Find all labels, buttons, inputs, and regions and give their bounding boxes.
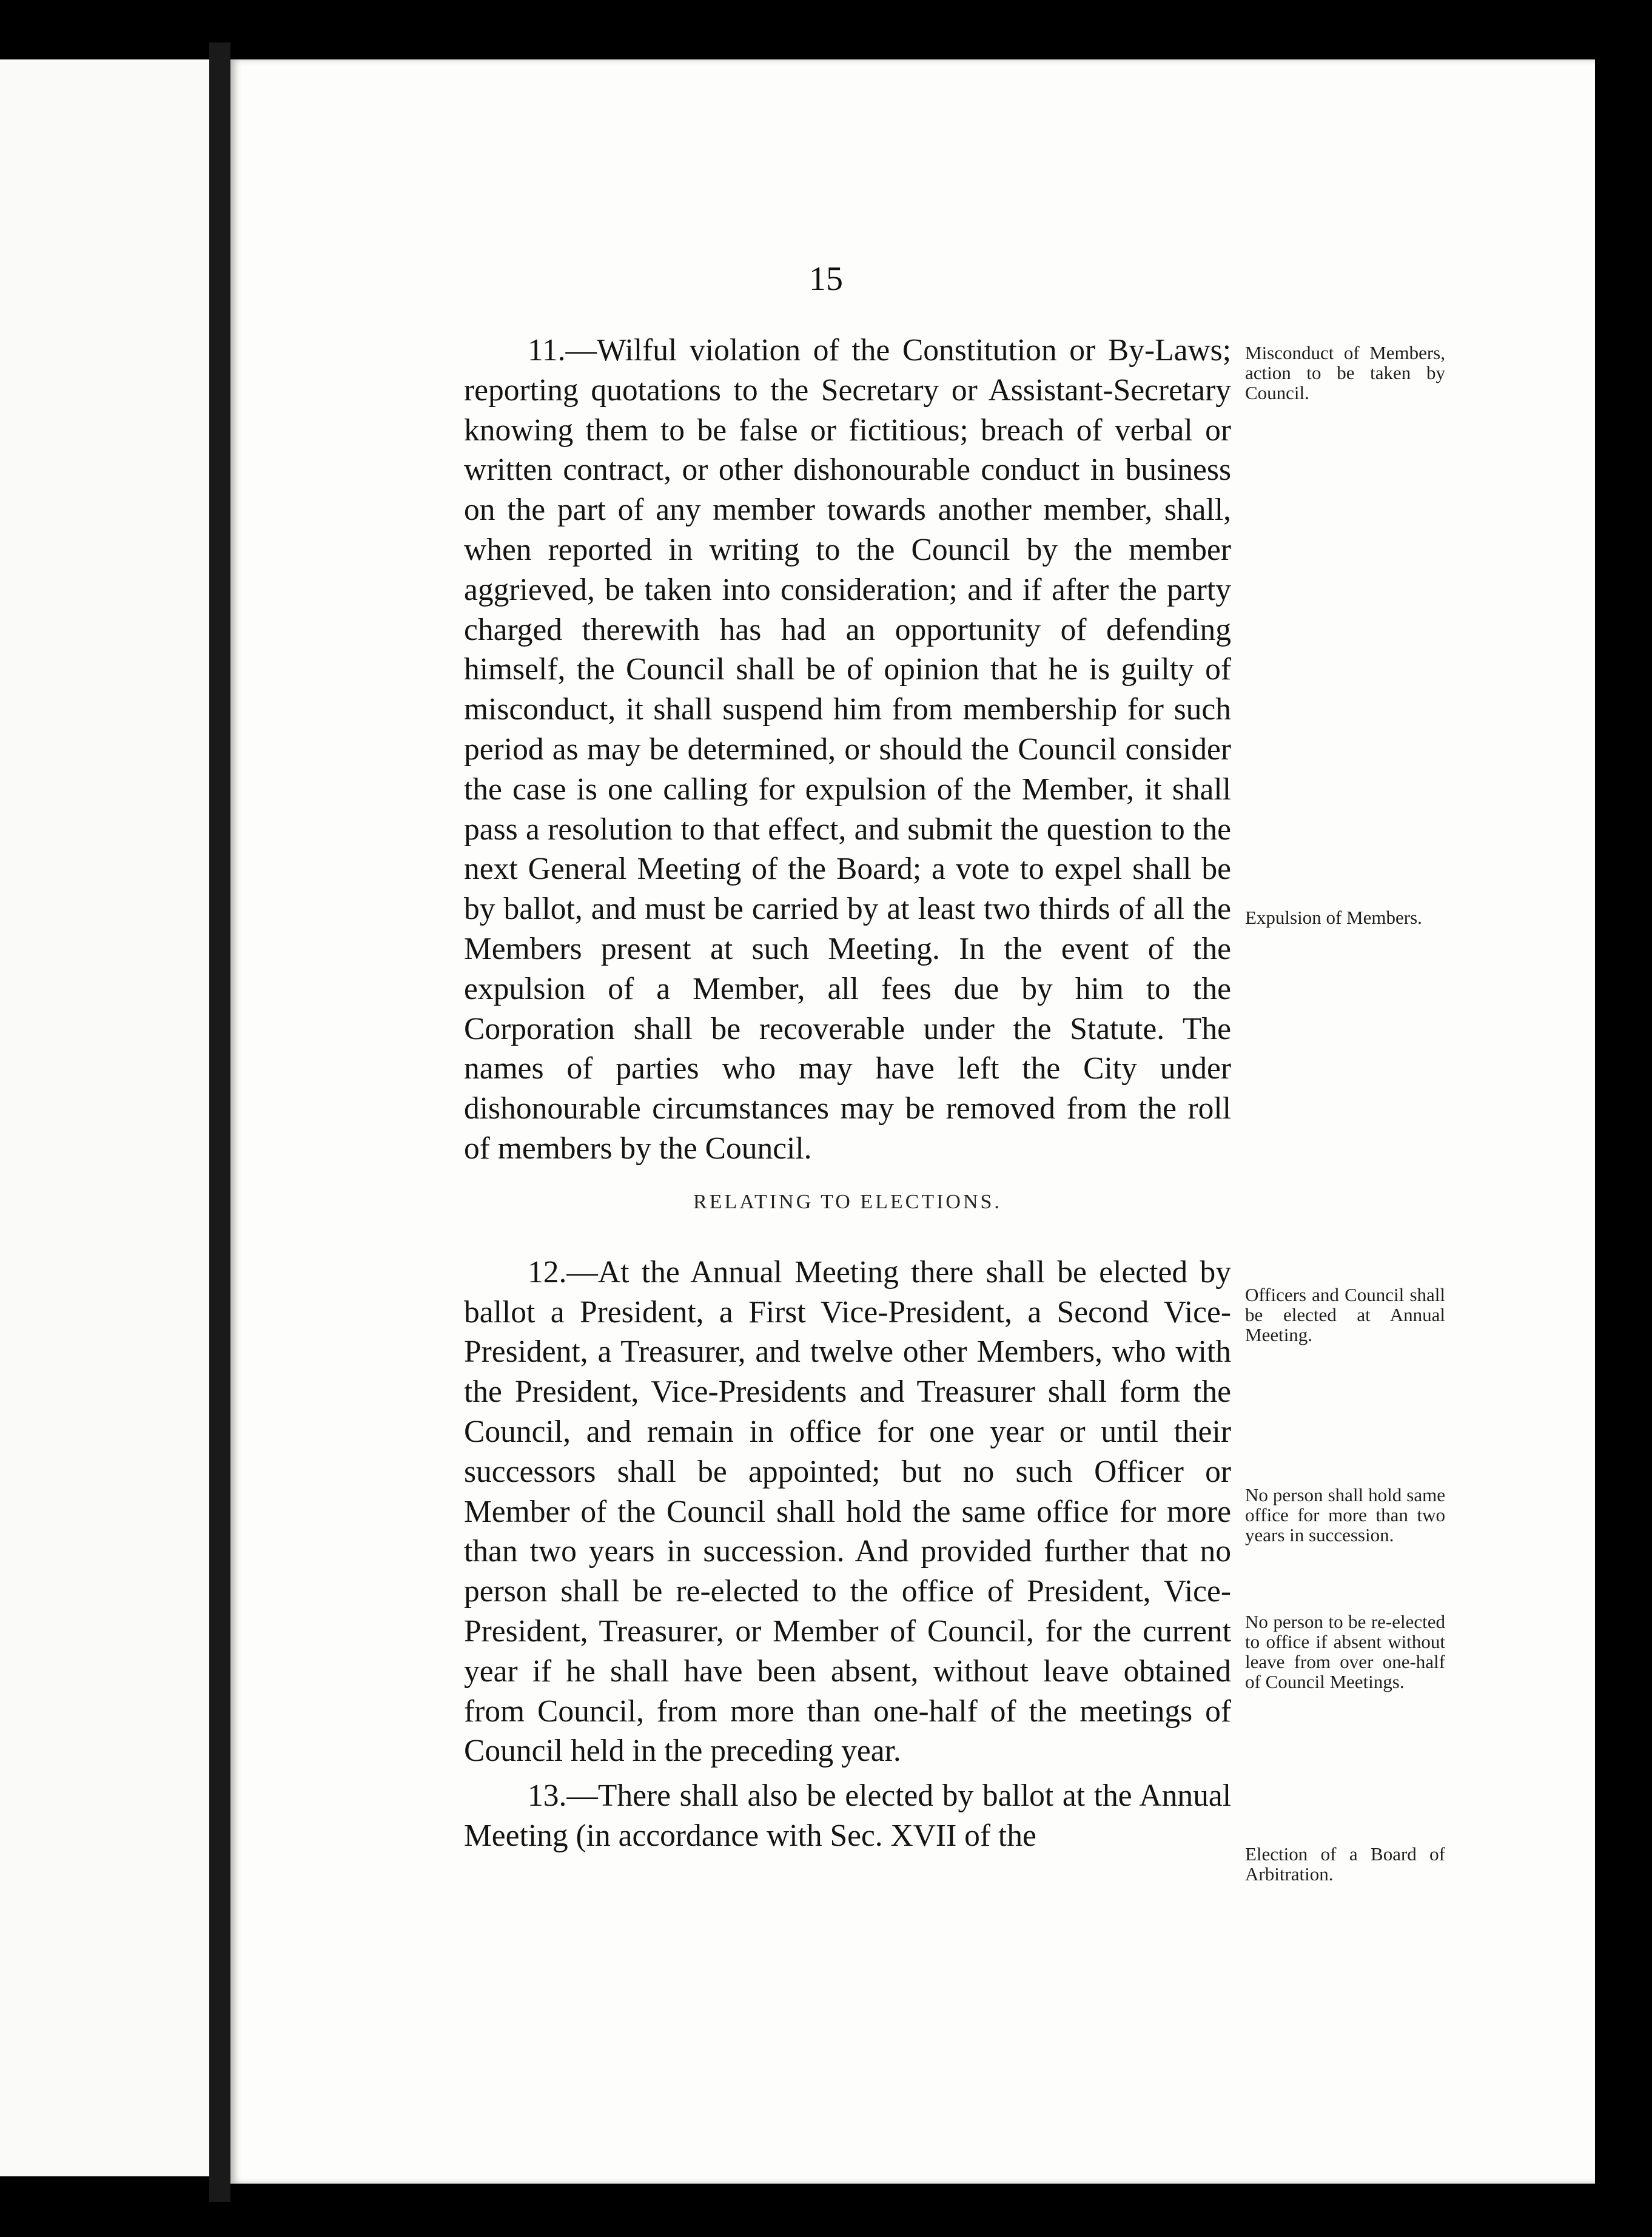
margin-note-re-election: No person to be re-elected to office if absent without leave from over one-half of Council Meetings. — [1245, 1611, 1445, 1692]
margin-note-arbitration: Election of a Board of Arbitration. — [1245, 1843, 1445, 1885]
section-11-paragraph: 11.—Wilful violation of the Constitution or By-Laws; reporting quotations to the Secretary or Assistant-Secretary knowing them to be false or fictitious; breach of verbal or written contract, or other dishonourable conduct in business on the part of any member towards another member, shall, when reported in writing to the Council by the member aggrieved, be taken into consideration; and if after the party charged therewith has had an opportunity of defending himself, the Council shall be of opinion that he is guilty of misconduct, it shall suspend him from membership for such period as may be determined, or should the Council consider the case is one calling for expulsion of the Member, it shall pass a resolution to that effect, and submit the question to the next General Meeting of the Board; a vote to expel shall be by ballot, and must be carried by at least two thirds of all the Members present at such Meeting. In the event of the expulsion of a Member, all fees due by him to the Corporation shall be recoverable under the Statute. The names of parties who may have left the City under dishonourable circumstances may be removed from the roll of members by the Council. — [464, 333, 1231, 1166]
margin-note-two-years: No person shall hold same office for more than two years in succession. — [1245, 1484, 1445, 1546]
page-number: 15 — [809, 260, 843, 298]
margin-note-misconduct: Misconduct of Members, action to be taken by Council. — [1245, 342, 1445, 403]
section-13-paragraph: 13.—There shall also be elected by ballot at the Annual Meeting (in accordance with Sec. XVII of the — [464, 1778, 1231, 1853]
main-text-column — [464, 331, 1231, 1856]
margin-note-officers-elected: Officers and Council shall be elected at Annual Meeting. — [1245, 1284, 1445, 1345]
facing-page-edge — [0, 59, 209, 2176]
section-heading-elections: RELATING TO ELECTIONS. — [693, 1190, 1002, 1213]
section-12-paragraph: 12.—At the Annual Meeting there shall be elected by ballot a President, a First Vice-President, a Second Vice-President, a Treasurer, and twelve other Members, who with the President, Vice-Presidents and Treasurer shall form the Council, and remain in office for one year or until their successors shall be appointed; but no such Officer or Member of the Council shall hold the same office for more than two years in succession. And provided further that no person shall be re-elected to the office of President, Vice-President, Treasurer, or Member of Council, for the current year if he shall have been absent, without leave obtained from Council, from more than one-half of the meetings of Council held in the preceding year. — [464, 1254, 1231, 1769]
margin-note-expulsion: Expulsion of Members. — [1245, 907, 1422, 928]
book-gutter — [209, 42, 230, 2202]
